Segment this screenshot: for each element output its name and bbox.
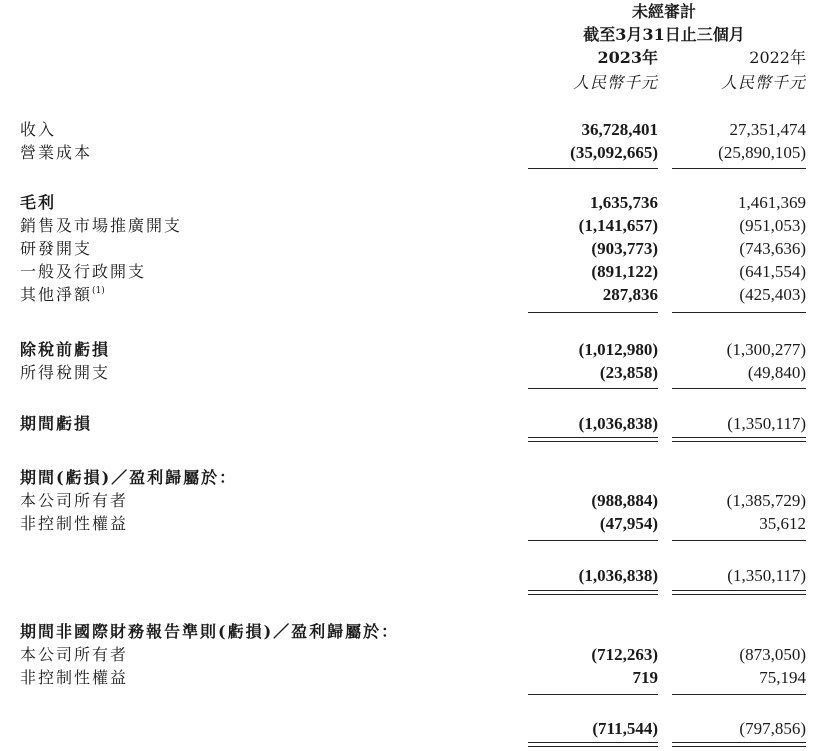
value-2023: (1,141,657) <box>578 216 658 235</box>
footnote-marker: (1) <box>92 286 105 296</box>
value-2023: (47,954) <box>599 514 658 533</box>
value-2023: (711,544) <box>592 719 658 738</box>
total-double-rule-2022 <box>672 590 806 595</box>
subtotal-rule-2022 <box>672 388 806 389</box>
value-2022: (743,636) <box>739 239 806 258</box>
value-2022: (641,554) <box>739 262 806 281</box>
table-row <box>0 413 836 435</box>
value-2023: (988,884) <box>591 491 658 510</box>
row-label: 銷售及市場推廣開支 <box>20 216 183 235</box>
subtotal-rule-2022 <box>672 312 806 313</box>
table-row <box>0 192 836 214</box>
section-heading: 期間非國際財務報告準則(虧損)／盈利歸屬於： <box>20 622 400 641</box>
subtotal-rule-2023 <box>528 388 658 389</box>
header-unit-2023: 人民幣千元 <box>572 73 658 92</box>
value-2022: (25,890,105) <box>718 143 806 162</box>
subtotal-rule-2022 <box>672 168 806 169</box>
table-row <box>0 565 836 587</box>
value-2022: (425,403) <box>739 285 806 304</box>
value-2022: (797,856) <box>739 719 806 738</box>
table-row <box>0 142 836 164</box>
section-heading: 期間(虧損)／盈利歸屬於： <box>20 468 238 487</box>
header-audit-status: 未經審計 <box>631 2 697 21</box>
subtotal-rule-2022 <box>672 540 806 541</box>
total-double-rule-2023 <box>528 437 658 442</box>
row-label: 非控制性權益 <box>20 514 129 533</box>
row-label: 期間虧損 <box>20 414 93 433</box>
table-row <box>0 339 836 361</box>
value-2022: (873,050) <box>739 645 806 664</box>
value-2022: 27,351,474 <box>729 120 806 139</box>
table-row <box>0 667 836 689</box>
subtotal-rule-2023 <box>528 312 658 313</box>
value-2022: 35,612 <box>759 514 806 533</box>
header-unit-2022: 人民幣千元 <box>720 73 806 92</box>
value-2022: (1,350,117) <box>727 566 806 585</box>
table-row <box>0 362 836 384</box>
value-2023: (23,858) <box>599 363 658 382</box>
total-double-rule-2022 <box>672 437 806 442</box>
table-row <box>0 284 836 306</box>
table-row <box>0 644 836 666</box>
value-2022: 1,461,369 <box>738 193 806 212</box>
row-label <box>20 284 105 306</box>
value-2022: (1,350,117) <box>727 414 806 433</box>
total-double-rule-2022 <box>672 742 806 747</box>
value-2022: (1,300,277) <box>726 340 806 359</box>
header-period: 截至3月31日止三個月 <box>583 25 745 44</box>
row-label: 收入 <box>20 120 57 139</box>
table-row <box>0 119 836 141</box>
table-row <box>0 215 836 237</box>
row-label: 毛利 <box>20 193 57 212</box>
row-label: 本公司所有者 <box>20 645 129 664</box>
value-2022: (1,385,729) <box>726 491 806 510</box>
value-2023: (1,036,838) <box>578 566 658 585</box>
row-label: 所得稅開支 <box>20 363 111 382</box>
value-2023: 1,635,736 <box>590 193 658 212</box>
value-2023: 287,836 <box>602 285 658 304</box>
header-year-2022: 2022年 <box>749 48 806 67</box>
value-2023: (712,263) <box>591 645 658 664</box>
row-label: 營業成本 <box>20 143 93 162</box>
row-label: 一般及行政開支 <box>20 262 147 281</box>
table-row <box>0 513 836 535</box>
row-label: 非控制性權益 <box>20 668 129 687</box>
subtotal-rule-2023 <box>528 694 658 695</box>
subtotal-rule-2022 <box>672 694 806 695</box>
value-2023: (1,036,838) <box>578 414 658 433</box>
table-row <box>0 621 836 643</box>
subtotal-rule-2023 <box>528 168 658 169</box>
value-2023: 36,728,401 <box>581 120 658 139</box>
total-double-rule-2023 <box>528 590 658 595</box>
row-label: 除稅前虧損 <box>20 340 111 359</box>
subtotal-rule-2023 <box>528 540 658 541</box>
row-label: 本公司所有者 <box>20 491 129 510</box>
table-row <box>0 238 836 260</box>
row-label-text: 其他淨額 <box>20 285 93 304</box>
table-row <box>0 467 836 489</box>
value-2023: (35,092,665) <box>570 143 658 162</box>
value-2023: (1,012,980) <box>578 340 658 359</box>
header-year-2023: 2023年 <box>597 48 658 67</box>
table-row <box>0 261 836 283</box>
value-2023: 719 <box>632 668 658 687</box>
value-2022: 75,194 <box>759 668 806 687</box>
table-row <box>0 718 836 740</box>
value-2023: (903,773) <box>591 239 658 258</box>
table-row <box>0 490 836 512</box>
value-2022: (49,840) <box>747 363 806 382</box>
row-label: 研發開支 <box>20 239 93 258</box>
total-double-rule-2023 <box>528 742 658 747</box>
value-2023: (891,122) <box>591 262 658 281</box>
value-2022: (951,053) <box>739 216 806 235</box>
